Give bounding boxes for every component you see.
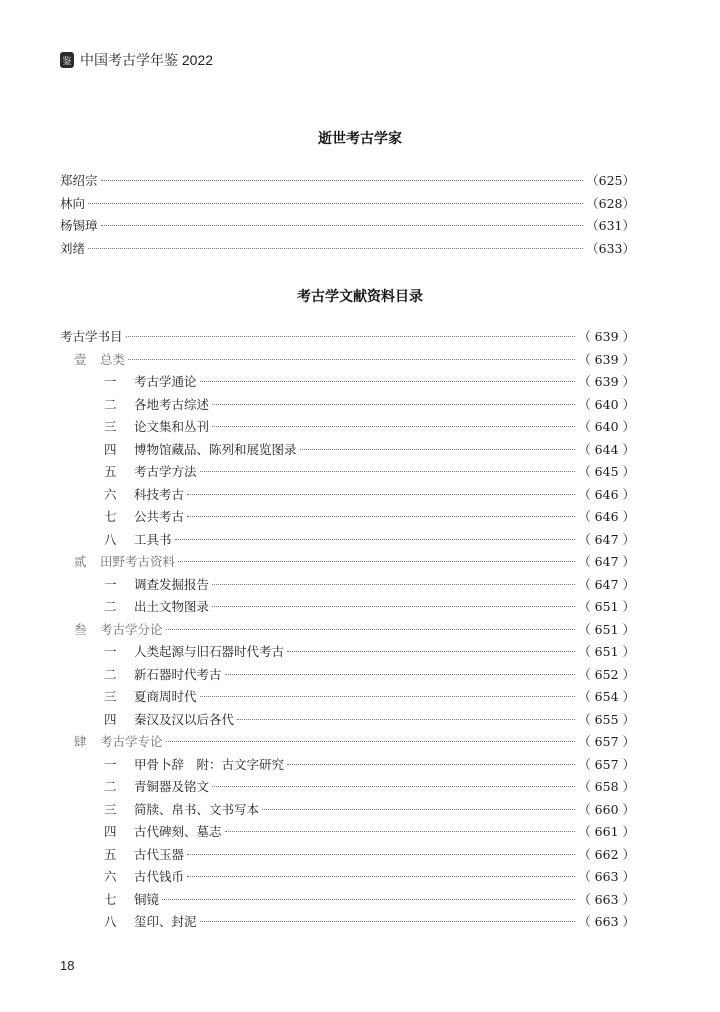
toc-entry-label: 简牍、帛书、文书写本 xyxy=(134,801,260,817)
toc-entry[interactable] xyxy=(60,596,635,619)
toc-entry-page: （ 652 ） xyxy=(578,666,635,682)
section-title-literature-catalog: 考古学文献资料目录 xyxy=(297,289,423,305)
toc-entry-number: 贰 xyxy=(74,554,87,569)
toc-entry[interactable] xyxy=(60,641,635,664)
toc-entry-number: 一 xyxy=(104,374,117,389)
toc-entry-label: 夏商周时代 xyxy=(134,689,197,704)
toc-dot-leader xyxy=(166,741,576,742)
toc-entry-number: 一 xyxy=(104,756,117,772)
toc-entry-number: 六 xyxy=(104,486,117,502)
toc-literature-catalog xyxy=(60,326,635,934)
toc-dot-leader xyxy=(287,651,575,652)
toc-entry-page: （ 663 ） xyxy=(578,869,635,884)
toc-entry-page: （ 657 ） xyxy=(578,756,635,772)
toc-entry[interactable] xyxy=(60,461,635,484)
toc-dot-leader xyxy=(212,426,575,427)
toc-entry[interactable] xyxy=(60,664,635,687)
toc-dot-leader xyxy=(178,561,575,562)
toc-entry-page: （ 645 ） xyxy=(578,464,635,479)
toc-entry-page: （ 639 ） xyxy=(578,351,635,367)
toc-entry-label: 铜镜 xyxy=(134,891,160,907)
toc-entry-label: 科技考古 xyxy=(134,486,185,502)
toc-entry[interactable] xyxy=(60,394,635,417)
toc-entry[interactable] xyxy=(60,574,635,597)
toc-entry-label: 论文集和丛刊 xyxy=(134,419,210,434)
toc-entry[interactable] xyxy=(60,215,635,238)
toc-dot-leader xyxy=(88,248,583,249)
toc-entry-label: 工具书 xyxy=(134,531,172,547)
toc-entry-label: 田野考古资料 xyxy=(100,554,176,569)
toc-entry[interactable] xyxy=(60,371,635,394)
toc-entry-label: 考古学专论 xyxy=(100,734,163,749)
toc-entry-label: 总类 xyxy=(100,351,126,367)
toc-dot-leader xyxy=(262,809,575,810)
toc-entry-label: 考古学分论 xyxy=(100,621,163,637)
toc-entry[interactable] xyxy=(60,416,635,439)
toc-entry-page: （ 644 ） xyxy=(578,441,635,457)
toc-entry-label: 公共考古 xyxy=(134,509,185,524)
toc-entry-page: （ 651 ） xyxy=(578,644,635,659)
toc-dot-leader xyxy=(88,203,583,204)
toc-entry-number: 二 xyxy=(104,666,117,682)
toc-entry-label: 调查发掘报告 xyxy=(134,576,210,592)
toc-entry-number: 八 xyxy=(104,531,117,547)
toc-entry-label: 杨锡璋 xyxy=(60,218,98,233)
toc-dot-leader xyxy=(212,606,575,607)
toc-entry[interactable] xyxy=(60,686,635,709)
toc-entry-label: 甲骨卜辞 附：古文字研究 xyxy=(134,756,285,772)
toc-entry-label: 古代钱币 xyxy=(134,869,185,884)
toc-entry-page: （ 651 ） xyxy=(578,621,635,637)
toc-dot-leader xyxy=(300,449,576,450)
toc-dot-leader xyxy=(225,831,576,832)
toc-entry[interactable] xyxy=(60,170,635,193)
toc-entry-number: 二 xyxy=(104,779,117,794)
running-header xyxy=(60,50,213,70)
toc-entry-page: （ 639 ） xyxy=(578,374,635,389)
toc-entry-number: 一 xyxy=(104,576,117,592)
toc-entry[interactable] xyxy=(60,551,635,574)
toc-entry-page: （ 655 ） xyxy=(578,711,635,727)
yearbook-logo-icon: 鉴 xyxy=(60,52,74,68)
toc-dot-leader xyxy=(200,921,576,922)
toc-entry-label: 古代碑刻、墓志 xyxy=(134,824,222,839)
toc-dot-leader xyxy=(225,674,576,675)
toc-entry-number: 七 xyxy=(104,891,117,907)
toc-entry-number: 五 xyxy=(104,846,117,862)
toc-entry-number: 五 xyxy=(104,464,117,479)
toc-entry-page: （ 657 ） xyxy=(578,734,635,749)
toc-entry-page: （631） xyxy=(586,218,635,233)
toc-entry-label: 古代玉器 xyxy=(134,846,185,862)
toc-entry-page: （ 647 ） xyxy=(578,554,635,569)
toc-entry-number: 六 xyxy=(104,869,117,884)
toc-entry[interactable] xyxy=(60,506,635,529)
toc-entry-page: （ 662 ） xyxy=(578,846,635,862)
toc-entry-page: （ 651 ） xyxy=(578,599,635,614)
toc-dot-leader xyxy=(126,336,576,337)
toc-entry-label: 玺印、封泥 xyxy=(134,914,197,929)
toc-entry[interactable] xyxy=(60,439,635,462)
toc-entry-page: （ 639 ） xyxy=(578,329,635,344)
toc-dot-leader xyxy=(212,404,575,405)
toc-entry-number: 四 xyxy=(104,824,117,839)
toc-entry-number: 八 xyxy=(104,914,117,929)
toc-dot-leader xyxy=(212,786,575,787)
toc-entry-number: 七 xyxy=(104,509,117,524)
toc-entry[interactable] xyxy=(60,844,635,867)
toc-entry[interactable] xyxy=(60,619,635,642)
toc-entry[interactable] xyxy=(60,799,635,822)
toc-dot-leader xyxy=(128,359,575,360)
toc-dot-leader xyxy=(187,494,575,495)
toc-entry[interactable] xyxy=(60,529,635,552)
toc-entry-page: （ 646 ） xyxy=(578,486,635,502)
toc-dot-leader xyxy=(101,180,584,181)
toc-entry[interactable] xyxy=(60,889,635,912)
toc-entry-number: 三 xyxy=(104,801,117,817)
toc-entry-number: 壹 xyxy=(74,351,87,367)
toc-entry-number: 三 xyxy=(104,419,117,434)
toc-entry-label: 林向 xyxy=(60,195,86,211)
toc-entry-number: 二 xyxy=(104,599,117,614)
toc-entry-label: 人类起源与旧石器时代考古 xyxy=(134,644,285,659)
toc-deceased-archaeologists xyxy=(60,170,635,260)
toc-entry-label: 秦汉及汉以后各代 xyxy=(134,711,235,727)
toc-dot-leader xyxy=(200,471,576,472)
toc-entry-number: 叁 xyxy=(74,621,87,637)
toc-entry[interactable] xyxy=(60,326,635,349)
toc-entry-page: （ 663 ） xyxy=(578,891,635,907)
toc-entry-label: 郑绍宗 xyxy=(60,173,98,188)
toc-entry-page: （ 663 ） xyxy=(578,914,635,929)
toc-entry[interactable] xyxy=(60,821,635,844)
toc-entry-label: 刘绪 xyxy=(60,240,86,256)
toc-dot-leader xyxy=(162,899,575,900)
toc-entry[interactable] xyxy=(60,484,635,507)
toc-dot-leader xyxy=(187,876,575,877)
toc-entry-number: 二 xyxy=(104,396,117,412)
toc-entry-label: 考古学通论 xyxy=(134,374,197,389)
toc-dot-leader xyxy=(212,584,575,585)
toc-dot-leader xyxy=(200,696,576,697)
toc-entry-label: 考古学方法 xyxy=(134,464,197,479)
toc-dot-leader xyxy=(187,516,575,517)
toc-dot-leader xyxy=(287,764,575,765)
toc-entry[interactable] xyxy=(60,776,635,799)
toc-entry-page: （628） xyxy=(586,195,635,211)
toc-dot-leader xyxy=(187,854,575,855)
toc-dot-leader xyxy=(237,719,575,720)
toc-entry-page: （ 640 ） xyxy=(578,396,635,412)
toc-entry-number: 一 xyxy=(104,644,117,659)
toc-dot-leader xyxy=(200,381,576,382)
toc-entry[interactable] xyxy=(60,754,635,777)
toc-entry-number: 四 xyxy=(104,711,117,727)
toc-dot-leader xyxy=(101,225,584,226)
toc-entry-number: 三 xyxy=(104,689,117,704)
toc-entry[interactable] xyxy=(60,349,635,372)
toc-entry-label: 各地考古综述 xyxy=(134,396,210,412)
toc-entry-page: （ 647 ） xyxy=(578,576,635,592)
toc-dot-leader xyxy=(166,629,576,630)
toc-entry-label: 出土文物图录 xyxy=(134,599,210,614)
page-number: 18 xyxy=(60,958,75,973)
toc-entry-page: （633） xyxy=(586,240,635,256)
toc-entry-label: 考古学书目 xyxy=(60,329,123,344)
toc-entry[interactable] xyxy=(60,238,635,261)
toc-entry-number: 四 xyxy=(104,441,117,457)
toc-entry-label: 青铜器及铭文 xyxy=(134,779,210,794)
toc-entry-page: （ 640 ） xyxy=(578,419,635,434)
toc-entry[interactable] xyxy=(60,193,635,216)
section-title-deceased-archaeologists: 逝世考古学家 xyxy=(318,131,402,147)
toc-entry-page: （ 647 ） xyxy=(578,531,635,547)
toc-entry-page: （ 646 ） xyxy=(578,509,635,524)
toc-entry[interactable] xyxy=(60,866,635,889)
toc-entry[interactable] xyxy=(60,731,635,754)
toc-dot-leader xyxy=(175,539,576,540)
toc-entry-label: 新石器时代考古 xyxy=(134,666,222,682)
toc-entry-page: （ 660 ） xyxy=(578,801,635,817)
toc-entry-page: （ 661 ） xyxy=(578,824,635,839)
toc-entry[interactable] xyxy=(60,709,635,732)
toc-entry[interactable] xyxy=(60,911,635,934)
toc-entry-number: 肆 xyxy=(74,734,87,749)
toc-entry-page: （ 658 ） xyxy=(578,779,635,794)
running-header-title: 中国考古学年鉴 2022 xyxy=(80,52,214,68)
toc-entry-label: 博物馆藏品、陈列和展览图录 xyxy=(134,441,297,457)
toc-entry-page: （625） xyxy=(586,173,635,188)
toc-entry-page: （ 654 ） xyxy=(578,689,635,704)
